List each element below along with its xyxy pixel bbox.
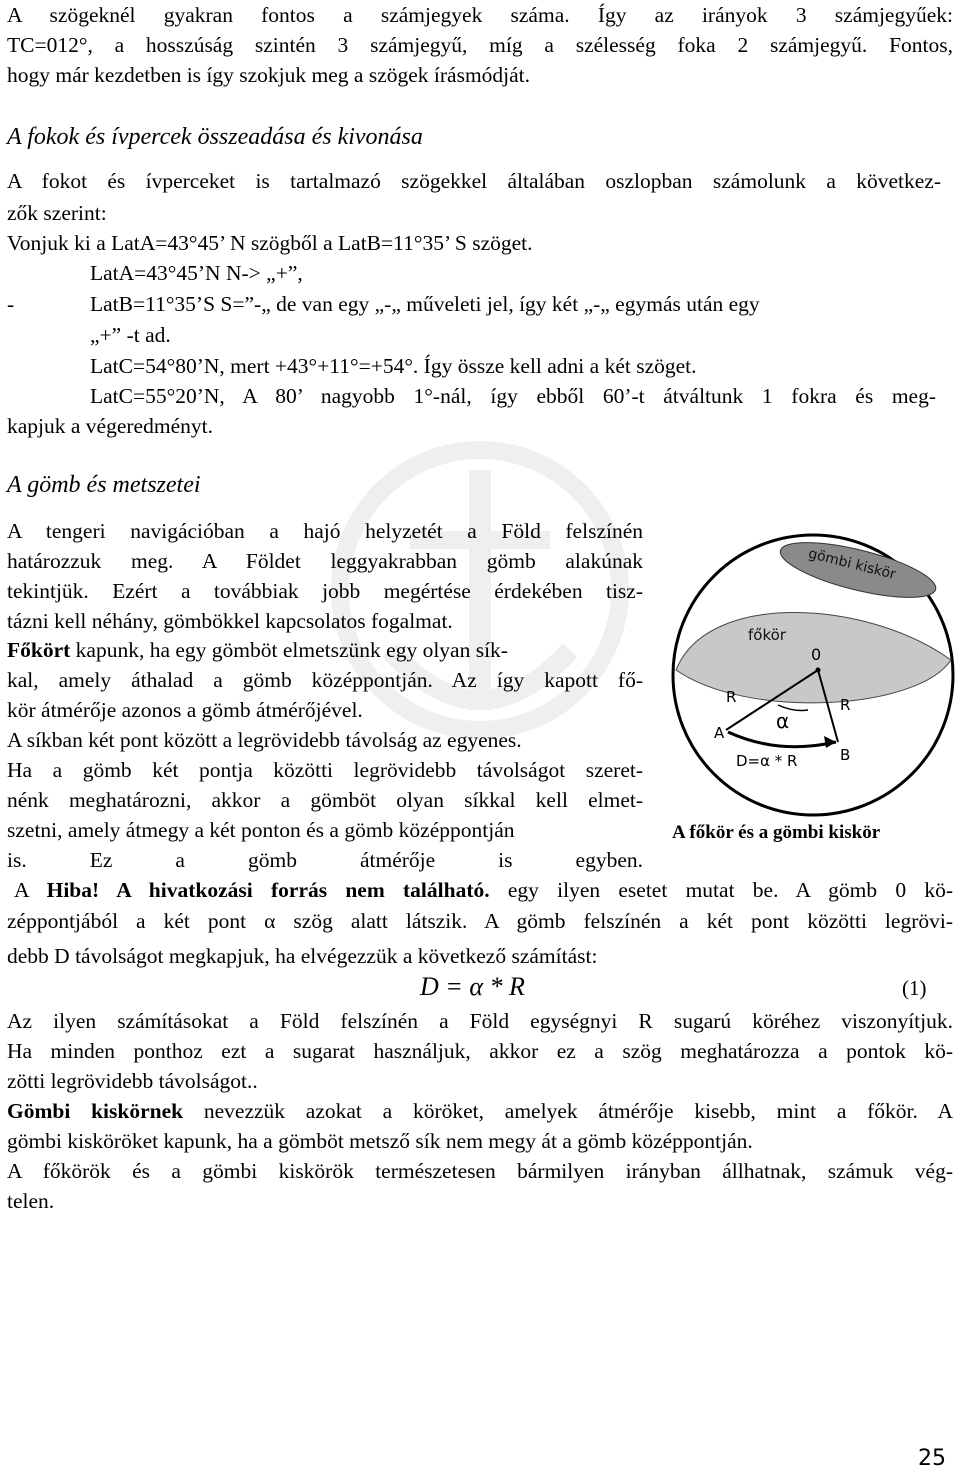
text-line: hogy már kezdetben is így szokjuk meg a szögek írásmódját. bbox=[7, 63, 531, 87]
alpha-label: α bbox=[776, 709, 790, 733]
text-line: kör átmérője azonos a gömb átmérőjével. bbox=[7, 698, 363, 722]
text-line: szetni, amely átmegy a két ponton és a gömb középpontján bbox=[7, 818, 515, 842]
text-line: LatB=11°35’S S=”-„ de van egy „-„ műveleti jel, így két „-„ egymás után egy bbox=[90, 292, 760, 316]
text-line bbox=[7, 635, 643, 665]
text-line: zéppontjából a két pont α szög alatt látszik. A gömb felszínén a két pont közötti legrövi- bbox=[7, 909, 953, 933]
center-label: 0 bbox=[811, 645, 822, 664]
text-line: A fokot és ívperceket is tartalmazó szögekkel általában oszlopban számolunk a következ- bbox=[7, 169, 941, 193]
text-line: LatC=54°80’N, mert +43°+11°=+54°. Így össze kell adni a két szöget. bbox=[90, 354, 697, 378]
reference-error[interactable]: Hiba! A hivatkozási forrás nem található. bbox=[46, 878, 490, 902]
point-a-label: A bbox=[714, 724, 725, 742]
text-line: nénk meghatározni, akkor a gömböt olyan síkkal kell elmet- bbox=[7, 788, 643, 812]
great-circle-label: főkör bbox=[748, 626, 786, 644]
text-line bbox=[14, 875, 953, 905]
text-line: LatA=43°45’N N-> „+”, bbox=[90, 261, 303, 285]
text-line: zők szerint: bbox=[7, 201, 107, 225]
figure-caption: A főkör és a gömbi kiskör bbox=[672, 822, 881, 843]
minus-sign: - bbox=[7, 292, 15, 316]
text-line: A főkörök és a gömbi kiskörök természetesen bármilyen irányban állhatnak, számuk vég- bbox=[7, 1159, 953, 1183]
text-line: Ha minden ponthoz ezt a sugarat használjuk, akkor ez a szög meghatározza a pontok kö- bbox=[7, 1039, 953, 1063]
text-line: LatC=55°20’N, A 80’ nagyobb 1°-nál, így ebből 60’-t átváltunk 1 fokra és meg- bbox=[90, 384, 936, 408]
text-line: zötti legrövidebb távolságot.. bbox=[7, 1069, 258, 1093]
text-line: tázni kell néhány, gömbökkel kapcsolatos fogalmat. bbox=[7, 609, 453, 633]
text-line: Az ilyen számításokat a Föld felszínén a Föld egységnyi R sugarú köréhez viszonyítjuk. bbox=[7, 1009, 953, 1033]
text-span: egy ilyen esetet mutat be. A gömb 0 kö- bbox=[489, 878, 953, 902]
text-line: határozzuk meg. A Földet leggyakrabban gömb alakúnak bbox=[7, 549, 643, 573]
text-line: debb D távolságot megkapjuk, ha elvégezzük a következő számítást: bbox=[7, 944, 598, 968]
equation: D = α * R bbox=[420, 972, 525, 1001]
formula-label: D=α * R bbox=[736, 752, 798, 770]
small-circle-label: gömbi kiskör bbox=[806, 545, 898, 583]
point-b-label: B bbox=[840, 746, 851, 764]
term-fokor: Főkört bbox=[7, 638, 71, 662]
r-right-label: R bbox=[840, 696, 851, 714]
text-span: kapunk, ha egy gömböt elmetszünk egy olyan sík- bbox=[70, 638, 508, 662]
text-span: nevezzük azokat a köröket, amelyek átmérője kisebb, mint a főkör. A bbox=[183, 1099, 953, 1123]
text-line: telen. bbox=[7, 1189, 55, 1213]
text-line: gömbi kisköröket kapunk, ha a gömböt metsző sík nem megy át a gömb középpontján. bbox=[7, 1129, 753, 1153]
text-line: A tengeri navigációban a hajó helyzetét a Föld felszínén bbox=[7, 519, 643, 543]
text-line: tekintjük. Ezért a továbbiak jobb megértése érdekében tisz- bbox=[7, 579, 643, 603]
text-line: TC=012°, a hosszúság szintén 3 számjegyű, míg a szélesség foka 2 számjegyű. Fontos, bbox=[7, 33, 953, 57]
term-kiskor: Gömbi kiskörnek bbox=[7, 1099, 184, 1123]
r-left-label: R bbox=[726, 688, 737, 706]
section-heading: A fokok és ívpercek összeadása és kivonása bbox=[7, 124, 423, 150]
text-line: kapjuk a végeredményt. bbox=[7, 414, 213, 438]
text-span: A bbox=[14, 878, 47, 902]
text-line bbox=[7, 1096, 953, 1126]
text-line: „+” -t ad. bbox=[90, 323, 171, 347]
page-number: 25 bbox=[918, 1446, 946, 1471]
sphere-figure bbox=[668, 520, 958, 820]
text-line: A síkban két pont között a legrövidebb távolság az egyenes. bbox=[7, 728, 522, 752]
text-line: kal, amely áthalad a gömb középpontján. Az így kapott fő- bbox=[7, 668, 643, 692]
text-line: is. Ez a gömb átmérője is egyben. bbox=[7, 848, 643, 872]
section-heading: A gömb és metszetei bbox=[7, 472, 201, 498]
equation-number: (1) bbox=[902, 976, 927, 1000]
text-line: A szögeknél gyakran fontos a számjegyek száma. Így az irányok 3 számjegyűek: bbox=[7, 3, 953, 27]
text-line: Vonjuk ki a LatA=43°45’ N szögből a LatB=11°35’ S szöget. bbox=[7, 231, 533, 255]
text-line: Ha a gömb két pontja közötti legrövidebb távolságot szeret- bbox=[7, 758, 643, 782]
